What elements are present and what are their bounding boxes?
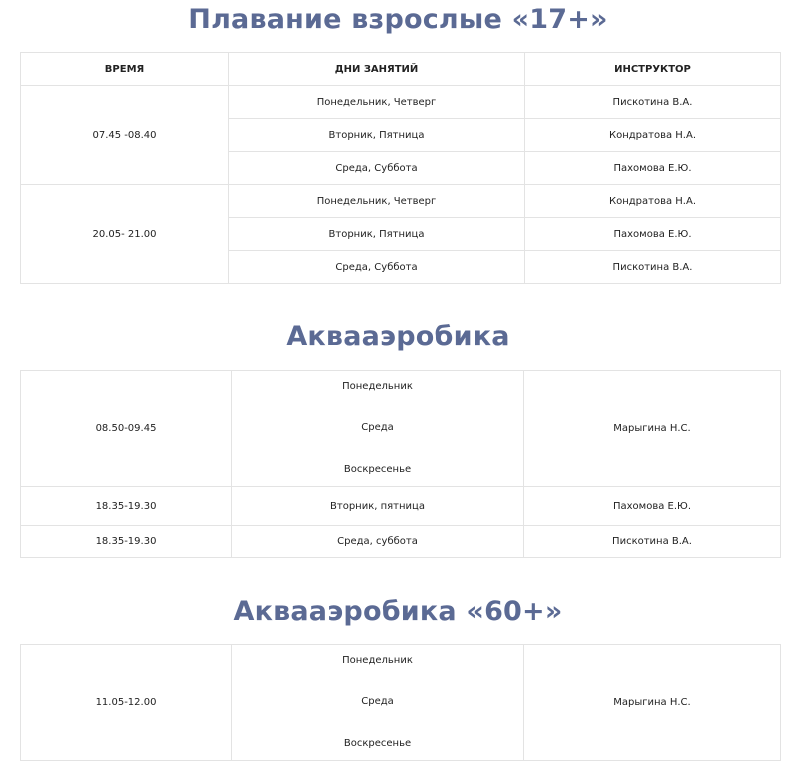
table-row: [21, 371, 781, 487]
days-cell: [232, 645, 524, 761]
time-cell: 18.35-19.30: [21, 526, 232, 558]
instructor-cell: Марыгина Н.С.: [524, 645, 781, 761]
days-cell: Вторник, пятница: [232, 487, 524, 526]
days-cell: Понедельник, Четверг: [229, 185, 525, 218]
day-label: Понедельник: [342, 380, 413, 392]
instructor-cell: Пахомова Е.Ю.: [525, 218, 781, 251]
time-cell: 18.35-19.30: [21, 487, 232, 526]
days-cell: Среда, суббота: [232, 526, 524, 558]
section-title-swimming-adults: Плавание взрослые «17+»: [188, 4, 608, 35]
days-cell: Вторник, Пятница: [229, 218, 525, 251]
time-cell: 08.50-09.45: [21, 371, 232, 487]
table-header-row: [21, 53, 781, 86]
section-title-aqua-aerobics-60: Аквааэробика «60+»: [233, 596, 563, 627]
instructor-cell: Пискотина В.А.: [525, 86, 781, 119]
days-cell: [232, 371, 524, 487]
instructor-cell: Пискотина В.А.: [524, 526, 781, 558]
day-label: Понедельник: [342, 654, 413, 666]
schedule-table-aqua-aerobics: [20, 370, 781, 558]
days-cell: Понедельник, Четверг: [229, 86, 525, 119]
table-row: [21, 526, 781, 558]
schedule-table-aqua-aerobics-60: [20, 644, 781, 761]
table-row: [21, 185, 781, 218]
day-label: Среда: [361, 696, 394, 707]
table-row: [21, 487, 781, 526]
day-label: Воскресенье: [343, 737, 412, 749]
table-row: [21, 645, 781, 761]
table-row: [21, 86, 781, 119]
time-cell: 20.05- 21.00: [21, 185, 229, 284]
days-cell: Среда, Суббота: [229, 251, 525, 284]
days-cell: Среда, Суббота: [229, 152, 525, 185]
instructor-cell: Пахомова Е.Ю.: [524, 487, 781, 526]
column-header-instructor: ИНСТРУКТОР: [525, 53, 781, 86]
time-cell: 11.05-12.00: [21, 645, 232, 761]
day-label: Воскресенье: [343, 463, 412, 475]
instructor-cell: Марыгина Н.С.: [524, 371, 781, 487]
section-title-aqua-aerobics: Аквааэробика: [286, 321, 510, 352]
time-cell: 07.45 -08.40: [21, 86, 229, 185]
day-label: Среда: [361, 422, 394, 433]
column-header-days: ДНИ ЗАНЯТИЙ: [229, 53, 525, 86]
column-header-time: ВРЕМЯ: [21, 53, 229, 86]
schedule-table-swimming-adults: [20, 52, 781, 284]
instructor-cell: Кондратова Н.А.: [525, 185, 781, 218]
days-cell: Вторник, Пятница: [229, 119, 525, 152]
instructor-cell: Пискотина В.А.: [525, 251, 781, 284]
instructor-cell: Кондратова Н.А.: [525, 119, 781, 152]
instructor-cell: Пахомова Е.Ю.: [525, 152, 781, 185]
